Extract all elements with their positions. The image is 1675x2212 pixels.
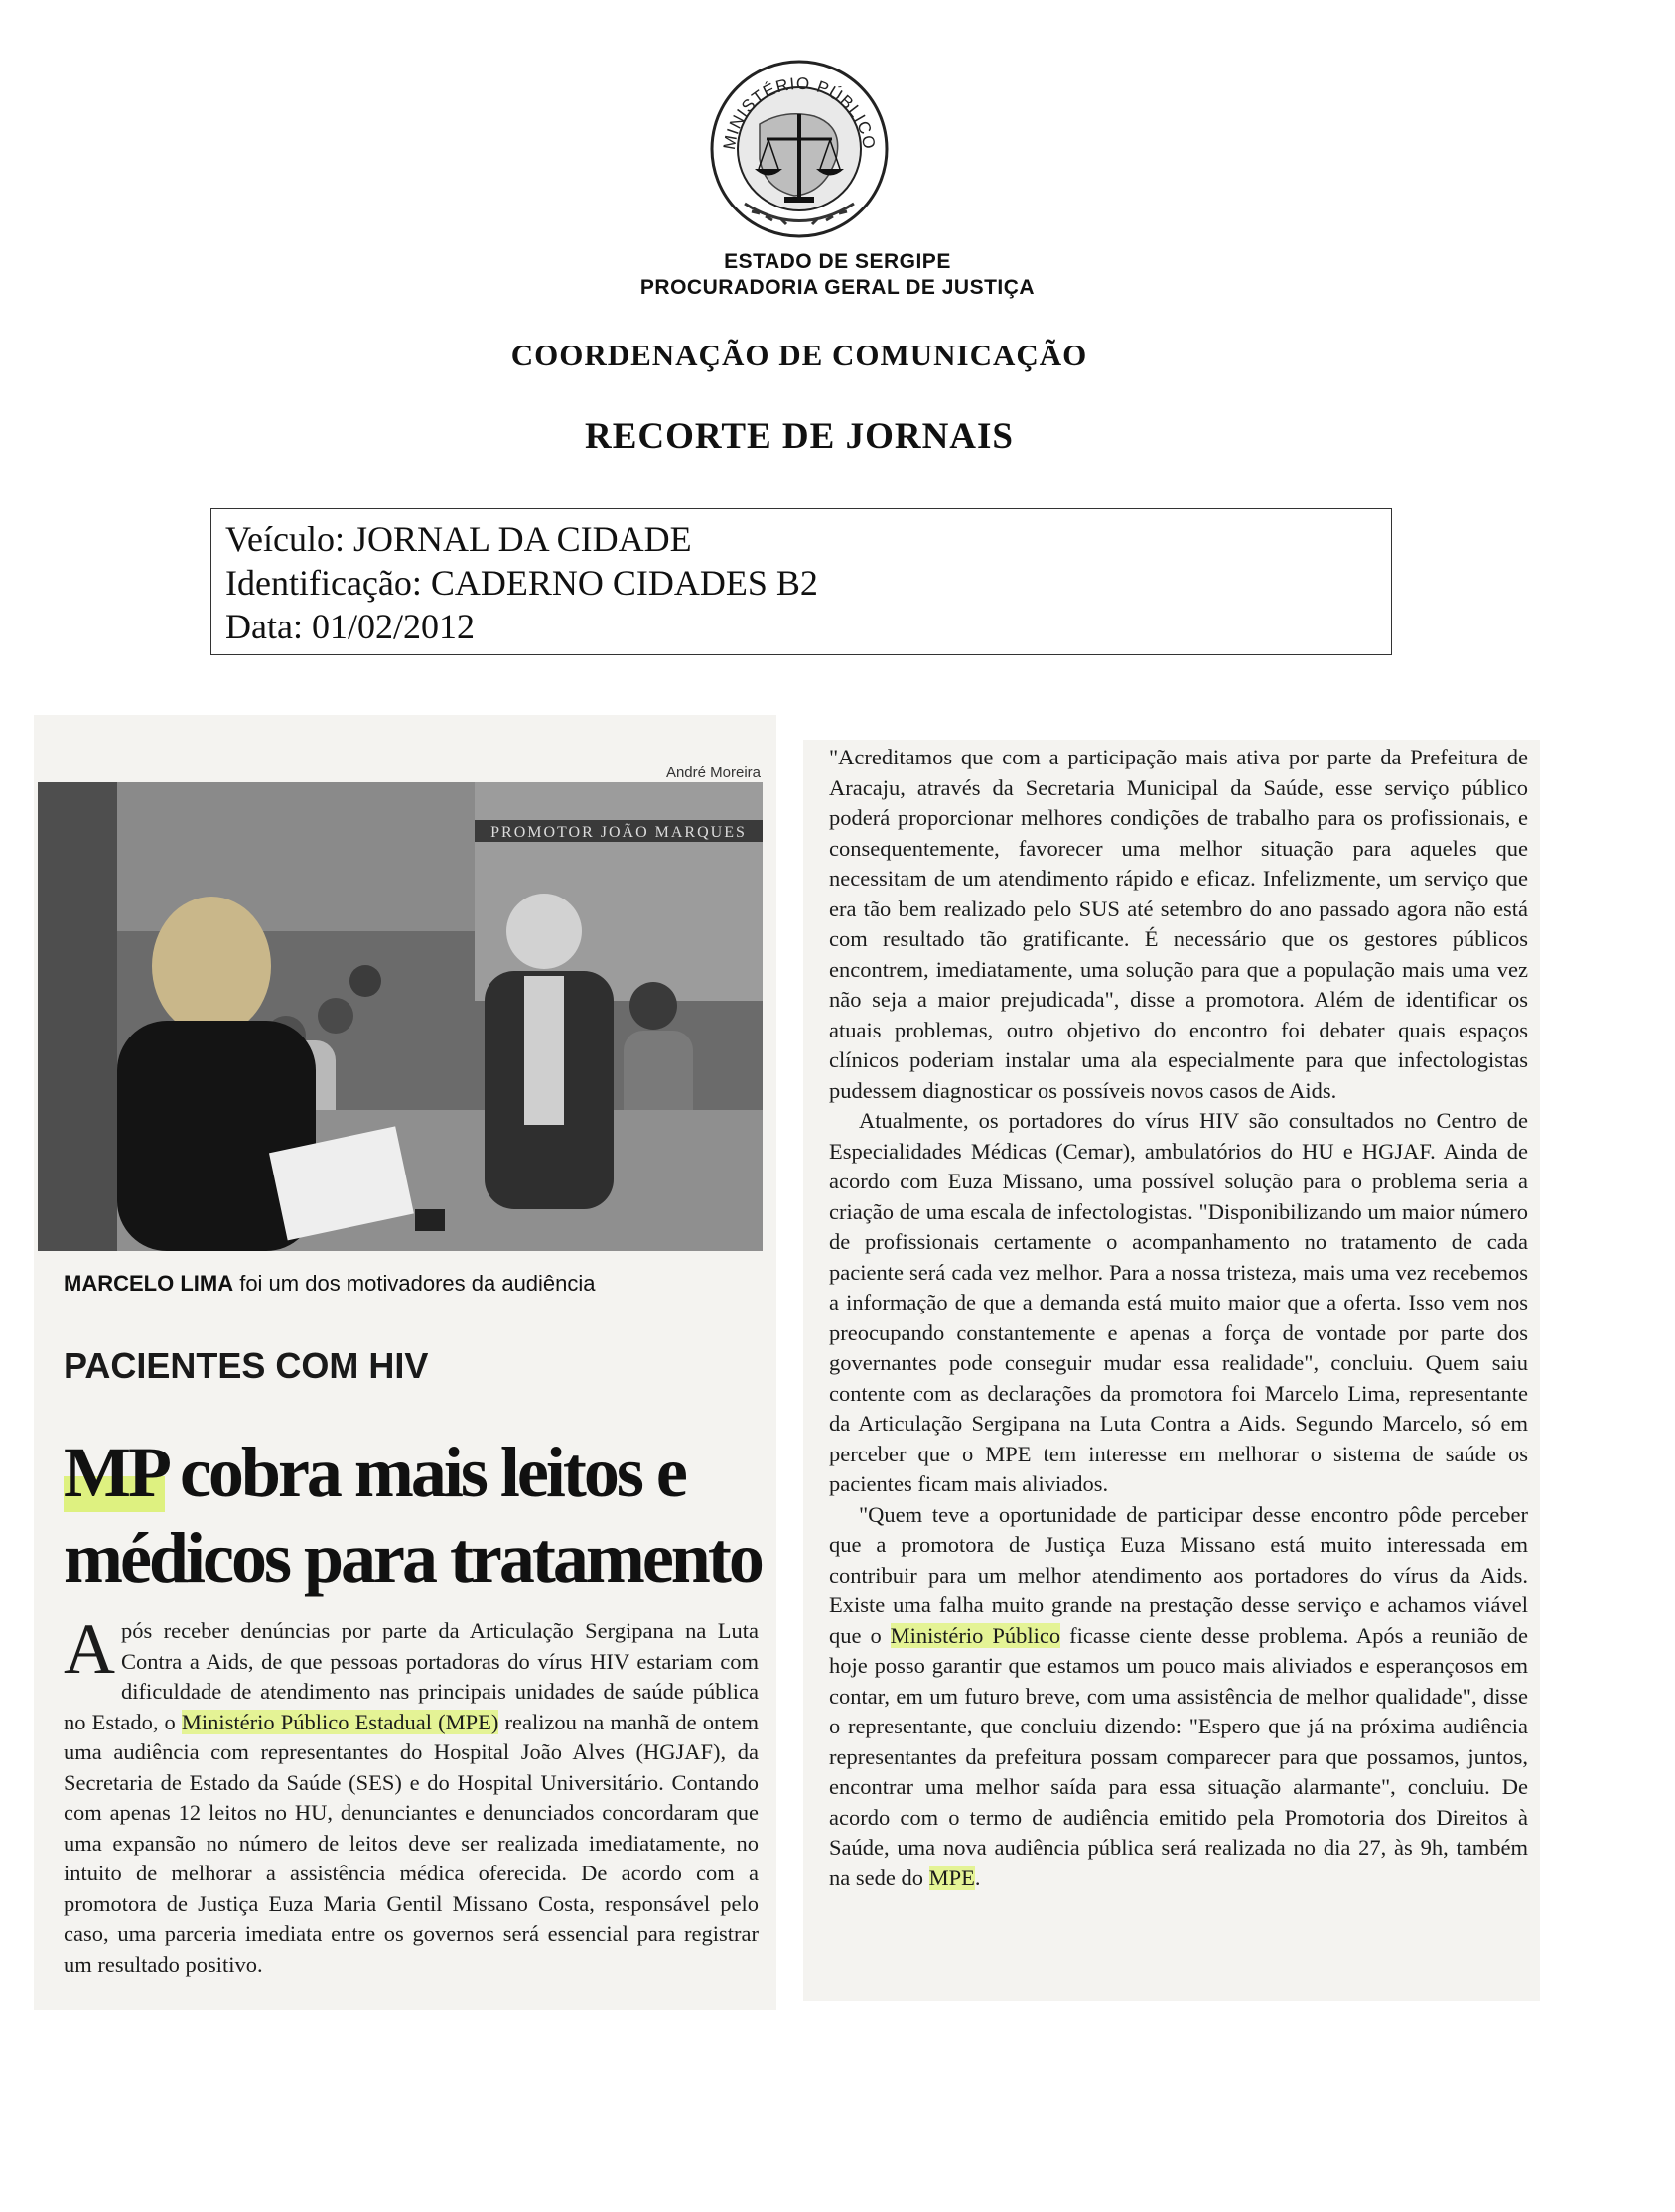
department-title: COORDENAÇÃO DE COMUNICAÇÃO — [510, 338, 1088, 372]
caption-text: foi um dos motivadores da audiência — [233, 1271, 596, 1296]
highlight-mpe: Ministério Público Estadual (MPE) — [181, 1709, 499, 1734]
photo-credit: André Moreira — [665, 764, 761, 781]
article-kicker: PACIENTES COM HIV — [64, 1345, 429, 1386]
body-paragraph: Após receber denúncias por parte da Articulação Sergipana na Luta Contra a Aids, de que pessoas portadoras do vírus HIV estariam com dificuldade de atendimento nas principais unidades de saúde pública no Estado, o Ministério Público Estadual (MPE) realizou na manhã de ontem uma audiência com representantes do Hospital João Alves (HGJAF), da Secretaria de Estado da Saúde (SES) e do Hospital Universitário. Contando com apenas 12 leitos no HU, denunciantes e denunciados concordaram que uma expansão no número de leitos deve ser realizada imediatamente, no intuito de melhorar a assistência médica oferecida. De acordo com a promotora de Justiça Euza Maria Gentil Missano Costa, responsável pelo caso, uma parceria imediata entre os governos será essencial para registrar um resultado positivo. — [64, 1609, 759, 1977]
headline-line-2: médicos para tratamento — [64, 1518, 762, 1597]
headline-mp: MP — [64, 1433, 165, 1512]
article-body-right — [829, 743, 1528, 1893]
section-title: RECORTE DE JORNAIS — [585, 416, 1014, 457]
caption-name: MARCELO LIMA — [64, 1271, 234, 1296]
meeting-photo-image — [38, 782, 763, 1251]
highlight-ministerio-publico: Ministério Público — [890, 1622, 1061, 1648]
body-paragraph: "Acreditamos que com a participação mais ativa por parte da Prefeitura de Aracaju, através da Secretaria Municipal da Saúde, esse serviço público poderá proporcionar melhores condições de trabalho para os profissionais, e consequentemente, favorecer uma melhor situação para aqueles que necessitam de um atendimento rápido e eficaz. Infelizmente, um serviço que era tão bem realizado pelo SUS até setembro do ano passado agora não está com resultado tão gratificante. É necessário que os gestores públicos encontrem, imediatamente, uma solução para que a população mais uma vez não seja a maior prejudicada", disse a promotora. Além de identificar os atuais problemas, outro objetivo do encontro foi debater quais espaços clínicos poderiam instalar uma ala especialmente para que infectologistas pudessem diagnosticar os possíveis novos casos de Aids. — [829, 745, 1528, 1103]
info-identificacao: Identificação: CADERNO CIDADES B2 — [225, 563, 818, 603]
organization-name: PROCURADORIA GERAL DE JUSTIÇA — [639, 276, 1036, 299]
drop-cap: A — [64, 1609, 115, 1689]
headline-line-1-rest: cobra mais leitos e — [164, 1433, 685, 1512]
highlight-mpe-final: MPE — [928, 1865, 975, 1890]
body-paragraph: "Quem teve a oportunidade de participar desse encontro pôde perceber que a promotora de Justiça Euza Missano está muito interessada em contribuir para um melhor atendimento aos portadores do vírus da Aids. Existe uma falha muito grande na prestação desse serviço e achamos viável que o Ministério Público ficasse ciente desse problema. Após a reunião de hoje posso garantir que estamos um pouco mais aliviados e esperançosos em contar, em um futuro breve, com uma assistência de melhor qualidade", disse o representante, que concluiu dizendo: "Espero que já na próxima audiência representantes da prefeitura possam comparecer para que possamos, juntos, encontrar uma melhor saída para essa situação alarmante", concluiu. De acordo com o termo de audiência emitido pela Promotoria dos Direitos à Saúde, uma nova audiência pública será realizada no dia 27, às 9h, também na sede do MPE. — [829, 1501, 1528, 1890]
state-name: ESTADO DE SERGIPE — [724, 250, 951, 273]
scales-of-justice-seal-icon — [705, 55, 894, 243]
article-body-left — [64, 1609, 759, 1980]
ministerio-publico-seal — [705, 55, 894, 243]
body-paragraph: Atualmente, os portadores do vírus HIV são consultados no Centro de Especialidades Médicas (Cemar), ambulatórios do HU e HGJAF. Ainda de acordo com Euza Missano, uma possível solução para o problema seria a criação de uma escala de infectologistas. "Disponibilizando um maior número de profissionais certamente o acompanhamento no tratamento de cada paciente será cada vez melhor. Para a nossa tristeza, mais uma vez recebemos a informação de que a demanda está muito maior que a oferta. Isso vem nos preocupando constantemente e apenas a força de vontade por parte dos governantes pode conseguir mudar essa realidade", concluiu. Quem saiu contente com as declarações da promotora foi Marcelo Lima, representante da Articulação Sergipana na Luta Contra a Aids. Segundo Marcelo, só em perceber que o MPE tem interesse em melhorar o sistema de saúde os pacientes ficam mais aliviados. — [829, 1108, 1528, 1496]
info-data: Data: 01/02/2012 — [225, 607, 475, 646]
headline-line-1 — [64, 1430, 778, 1515]
article-photo — [38, 782, 763, 1251]
info-veiculo: Veículo: JORNAL DA CIDADE — [225, 519, 692, 559]
svg-text:MINISTÉRIO PÚBLICO: MINISTÉRIO PÚBLICO — [719, 73, 880, 152]
photo-caption — [64, 1271, 759, 1297]
svg-text:PROMOTOR JOÃO MARQUES: PROMOTOR JOÃO MARQUES — [490, 824, 747, 841]
clipping-info-box — [210, 508, 1392, 655]
article-headline — [64, 1430, 778, 1600]
